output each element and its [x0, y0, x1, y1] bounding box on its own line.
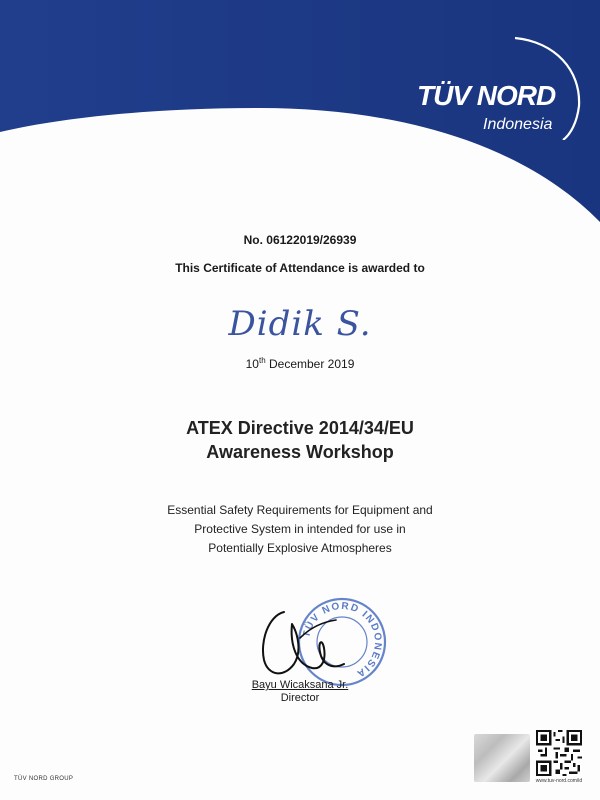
course-title — [0, 416, 600, 464]
course-title-line-1: ATEX Directive 2014/34/EU — [186, 418, 414, 438]
description-line-2: Protective System in intended for use in — [194, 522, 406, 536]
qr-code-icon[interactable] — [536, 730, 582, 776]
date-rest: December 2019 — [265, 357, 355, 371]
tuv-nord-logo — [405, 30, 585, 140]
logo-subtitle: Indonesia — [483, 116, 553, 133]
footer-group-label: TÜV NORD GROUP — [14, 776, 74, 782]
date-day: 10 — [245, 357, 259, 371]
director-signature — [240, 598, 380, 684]
description-line-3: Potentially Explosive Atmospheres — [208, 541, 392, 555]
recipient-name: Didik S. — [228, 304, 372, 344]
signatory-name: Bayu Wicaksana Jr. — [251, 679, 349, 691]
course-title-line-2: Awareness Workshop — [206, 442, 394, 462]
course-description — [0, 501, 600, 558]
svg-text:TÜV NORD INDONESIA: TÜV NORD INDONESIA — [301, 600, 384, 680]
signatory-title: Director — [280, 692, 320, 704]
footer-url[interactable]: www.tuv-nord.com/id — [535, 778, 583, 784]
certificate-number: No. 06122019/26939 — [243, 233, 357, 247]
date-suffix: th — [258, 356, 266, 365]
awarded-text: This Certificate of Attendance is awarded to — [175, 261, 425, 275]
logo-name: TÜV NORD — [417, 80, 556, 111]
description-line-1: Essential Safety Requirements for Equipment and — [167, 503, 433, 517]
award-date — [0, 356, 600, 371]
hologram-seal-icon — [474, 734, 530, 782]
